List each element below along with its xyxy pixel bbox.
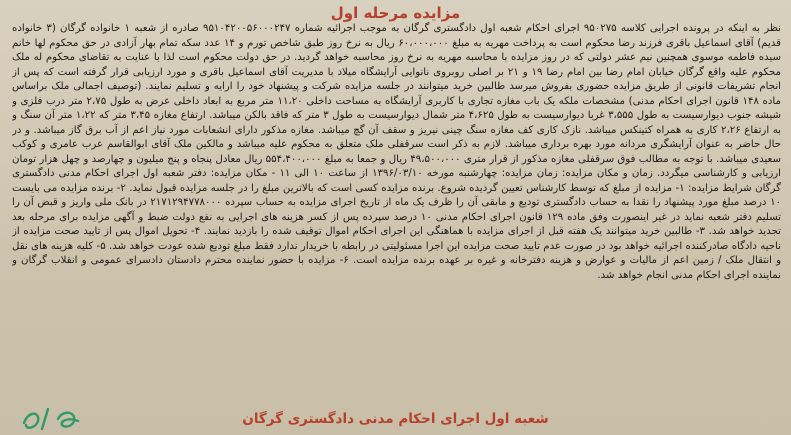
notice-title: مزایده مرحله اول (330, 4, 461, 22)
notice-paragraph: نظر به اینکه در پرونده اجرایی کلاسه ۹۵۰۲۷۵ اجرای احکام شعبه اول دادگستری گرگان به موجب اجرائیه شماره ۹۵۱۰۴۲۰۰۵۶۰۰۰۲۴۷ صادره از شعبه ۱ خانواده گرگان (۳ خانواده قدیم) آقای اسماعیل باقری فرزند رضا محکوم است به پرداخت مهریه به مبلغ ۶۰،۰۰۰،۰۰۰ ریال به نرخ روز طبق شاخص تورم و ۱۴ عدد سکه تمام بهار آزادی در حق محکوم لها خانم سیده فاطمه موسوی همچنین نیم عشر دولتی که در روز مزایده با محاسبه مهریه به نرخ روز محاسبه خواهد گردید. در حق دولت محکوم است لذا با عنایت به تقاضای محکوم له ملک محکوم علیه واقع گرگان خیابان امام رضا بین امام رضا ۱۹ و ۲۱ بر اصلی روبروی نانوایی آرایشگاه میلاد با مدیریت آقای اسماعیل باقری و مورد ارزیابی قرار گرفته است که پس از انجام تشریفات قانونی از طریق مزایده حضوری بفروش میرسد طالبین خرید میتوانند در جلسه مزایده شرکت و پیشنهاد خود را ارایه و تسلیم نمایند. (توصیف اجمالی ملک براساس ماده ۱۴۸ قانون اجرای احکام مدنی) مشخصات ملکه یک باب مغازه تجاری با کاربری آرایشگاه به مساحت داخلی ۱۱،۲۰ متر مربع به ابعاد داخلی عرض به طول ۲،۷۵ متر درب فلزی و شیشه جنوب دیوارسیست به طول ۳،۵۵۵ غربا دیوارسیست به طول ۴،۶۲۵ متر شمال دیوارسیست به طول ۳ متر که فاقد بالکن میباشد. ارتفاع مغازه ۳،۴۵ متر که ۱،۲۲ متر آن سنگ و به ارتفاع ۲،۲۶ کاری به همراه کتینکس میباشد. نازک کاری کف مغازه سنگ چینی نیریز و سقف آن گچ میباشد. مغازه مذکور دارای انشعابات مورد نیاز اعم از آب برق گاز میباشد. و در حال حاضر به عنوان آرایشگری مردانه مورد بهره برداری میباشد. لازم به ذکر است سرقفلی ملک متعلق به محکوم علیه میباشد و مالکین ملک آقای ابوالقاسم عرب عامری و کوکب سعیدی میباشد. با توجه به مطالب فوق سرقفلی مغازه مذکور از قرار متری ۴۹،۵۰۰،۰۰۰ ریال و جمعا به مبلغ ۵۵۴،۴۰۰،۰۰۰ ریال معادل پنجاه و پنج میلیون و چهارصد و چهل هزار تومان ارزیابی و کارشناسی میگردد. زمان و مکان مزایده: زمان مزایده: چهارشنبه مورخه ۱۳۹۶/۰۳/۱۰ از ساعت ۱۰ الی ۱۱ - مکان مزایده: دفتر شعبه اول اجرای احکام مدنی دادگستری گرگان شرایط مزایده: ۱- مزایده از مبلغ که توسط کارشناس تعیین گردیده شروع. برنده مزایده کسی است که بالاترین مبلغ را در جلسه مزایده قبول نماید. ۲- برنده مزایده می بایست ۱۰ درصد مبلغ مورد پیشنهاد را نقدا به حساب دادگستری تودیع و مابقی آن را ظرف یک ماه از تاریخ اجرای مزایده به حساب سپرده ۲۱۷۱۲۹۴۷۷۸۰۰۰ در بانک ملی واریز و قبض آن را تسلیم دفتر شعبه نماید در غیر اینصورت وفق ماده ۱۲۹ قانون اجرای احکام مدنی ۱۰ درصد سپرده پس از کسر هزینه های اجرایی به نفع دولت ضبط و آگهی مزایده برای مرحله بعد تجدید خواهد شد. ۳- طالبین خرید میتوانند یک هفته قبل از اجرای مزایده با هماهنگی این اجرای احکام اموال توقیف شده را بازدید نمایند. ۴- تحویل اموال پس از تایید صحت مزایده از ناحیه دادگاه صادرکننده اجرائیه خواهد بود در صورت عدم تایید صحت مزایده این اجرا مسئولیتی در رابطه با خریدار ندارد فقط مبلغ تودیع شده عودت خواهد شد. ۵- کلیه هزینه های نقل و انتقال ملک / زمین اعم از مالیات و عوارض و هزینه دفترخانه و غیره بر عهده برنده مزایده است. ۶- مزایده با حضور نماینده محترم دادستان دادسرای عمومی و انقلاب گرگان و نماینده اجرای احکام مدنی انجام خواهد شد. (12, 23, 781, 281)
issuing-office: شعبه اول اجرای احکام مدنی دادگستری گرگان (242, 411, 549, 427)
notice-body (12, 22, 781, 400)
handwritten-mark (18, 403, 88, 433)
handwritten-mark-drawing (18, 403, 88, 433)
